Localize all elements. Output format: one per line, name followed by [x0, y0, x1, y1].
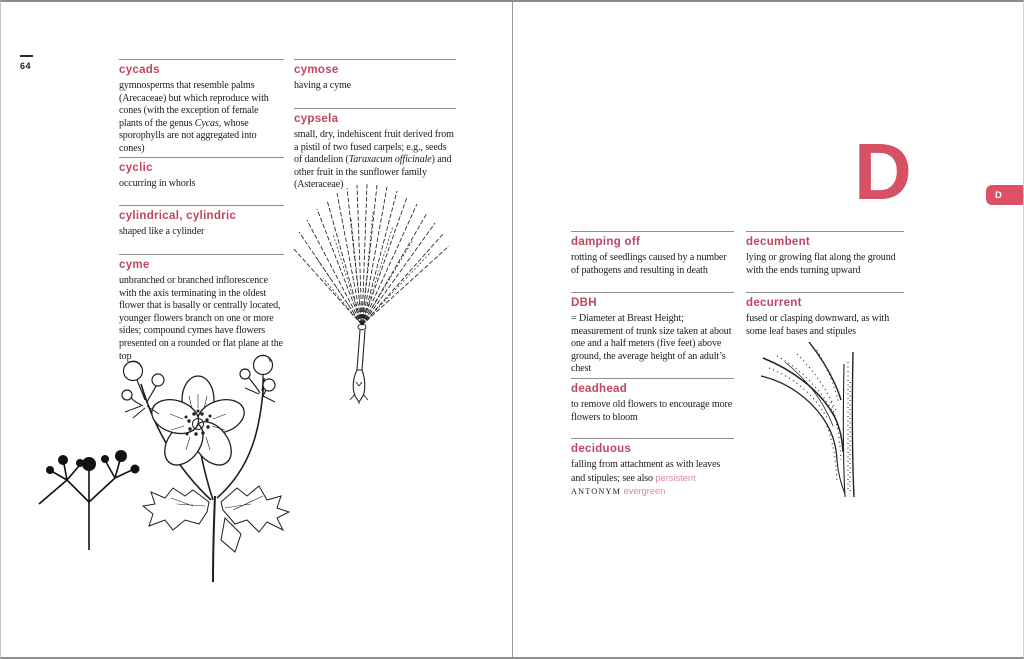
- term-definition: = Diameter at Breast Height; measurement of trunk size taken at about one and a half meters (five feet) above ground, the average height of an adult’s chest: [571, 313, 732, 375]
- term-heading: cycads: [119, 64, 160, 76]
- glossary-entry-damping-off: [571, 231, 734, 277]
- section-letter: D: [854, 127, 912, 216]
- glossary-entry-decumbent: [746, 231, 904, 277]
- glossary-entry-cycads: [119, 59, 284, 156]
- page-gutter-line: [512, 2, 513, 657]
- term-heading: cylindrical, cylindric: [119, 210, 237, 222]
- term-definition: gymnosperms that resemble palms (Arecaceae) but which reproduce with cones (with the exception of female plants of the genus Cycas, whose sporophylls are not aggregated into cones): [119, 80, 269, 154]
- term-definition: shaped like a cylinder: [119, 226, 205, 237]
- glossary-entry-cyme: [119, 254, 284, 363]
- term-definition: small, dry, indehiscent fruit derived from a pistil of two fused carpels; e.g., seeds of dandelion (Taraxacum officinale) and other fruit in the sunflower family (Asteraceae): [294, 129, 454, 191]
- term-heading: cyclic: [119, 162, 153, 174]
- glossary-entry-cyclic: [119, 157, 284, 191]
- term-heading: deadhead: [571, 383, 628, 395]
- term-definition: unbranched or branched inflorescence with the axis terminating in the oldest flower that is basally or centrally located, younger flowers branch on one or more sides; compound cymes have flowers presented on a rounded or flat plane at the top: [119, 275, 283, 362]
- term-heading: cypsela: [294, 113, 339, 125]
- term-heading: deciduous: [571, 443, 632, 455]
- term-heading: decumbent: [746, 236, 811, 248]
- glossary-entry-cylindrical: [119, 205, 284, 239]
- glossary-entry-cypsela: [294, 108, 456, 192]
- alphabet-tab-letter: D: [995, 189, 1002, 201]
- decurrent-leaf-illustration: [757, 342, 917, 500]
- alphabet-tab: [986, 185, 1023, 205]
- cyme-schematic-diagram: [33, 440, 145, 550]
- term-definition: falling from attachment as with leaves and stipules; see also persistent ANTONYM evergreen: [571, 459, 721, 497]
- glossary-entry-cymose: [294, 59, 456, 93]
- term-definition: to remove old flowers to encourage more flowers to bloom: [571, 399, 733, 423]
- term-definition: having a cyme: [294, 80, 352, 91]
- glossary-entry-deadhead: [571, 378, 734, 424]
- term-definition: rotting of seedlings caused by a number of pathogens and resulting in death: [571, 252, 727, 276]
- term-heading: cyme: [119, 259, 150, 271]
- term-heading: cymose: [294, 64, 339, 76]
- glossary-entry-decurrent: [746, 292, 904, 338]
- term-heading: decurrent: [746, 297, 802, 309]
- page-number-rule: [20, 55, 33, 57]
- term-heading: DBH: [571, 297, 597, 309]
- glossary-entry-deciduous: [571, 438, 734, 499]
- term-definition: occurring in whorls: [119, 178, 196, 189]
- term-definition: lying or growing flat along the ground with the ends turning upward: [746, 252, 896, 276]
- page-number: 64: [20, 61, 32, 71]
- term-definition: fused or clasping downward, as with some leaf bases and stipules: [746, 313, 890, 337]
- glossary-entry-dbh: [571, 292, 734, 376]
- term-heading: damping off: [571, 236, 641, 248]
